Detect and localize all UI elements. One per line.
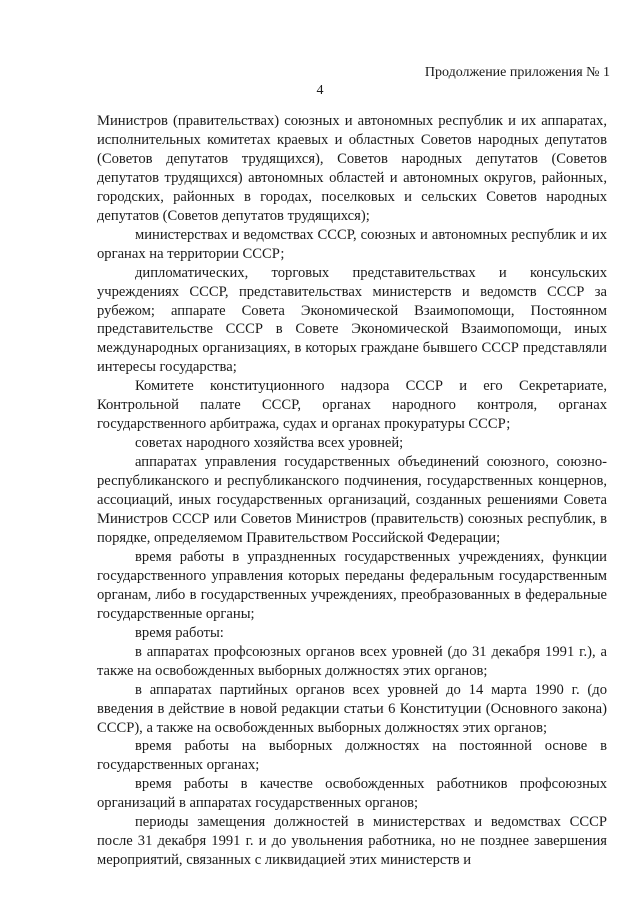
paragraph: время работы в упраздненных государственных учреждениях, функции государственного управления которых переданы федеральным государственным органам, либо в государственных учреждениях, преобразованных в федеральные государственные органы; — [97, 548, 607, 622]
paragraph: Комитете конституционного надзора СССР и его Секретариате, Контрольной палате СССР, органах народного контроля, органах государственного арбитража, судах и органах прокуратуры СССР; — [97, 378, 607, 433]
paragraph: аппаратах управления государственных объединений союзного, союзно-республиканского и республиканского подчинения, государственных концернов, ассоциаций, иных государственных организаций, созданных решениями Совета Министров СССР или Советов Министров (правительств) союзных республик, в порядке, определяемом Правительством Российской Федерации; — [97, 454, 607, 546]
page-number: 4 — [316, 83, 324, 98]
paragraph: Министров (правительствах) союзных и автономных республик и их аппаратах, исполнительных комитетах краевых и областных Советов народных депутатов (Советов депутатов трудящихся), Советов народных депутатов (Советов депутатов трудящихся) автономных областей и автономных округов, районных, городских, районных в городах, поселковых и сельских Советов народных депутатов (Советов депутатов трудящихся); — [97, 113, 607, 224]
paragraph: дипломатических, торговых представительствах и консульских учреждениях СССР, представительствах министерств и ведомств СССР за рубежом; аппарате Совета Экономической Взаимопомощи, Постоянном представительстве СССР в Совете Экономической Взаимопомощи, иных международных организациях, в которых граждане бывшего СССР представляли интересы государства; — [97, 264, 607, 376]
paragraph: периоды замещения должностей в министерствах и ведомствах СССР после 31 декабря 1991 г. и до увольнения работника, но не позднее завершения мероприятий, связанных с ликвидацией этих министерств и — [97, 814, 607, 869]
paragraph: время работы в качестве освобожденных работников профсоюзных организаций в аппаратах государственных органов; — [97, 776, 607, 812]
document-body — [97, 112, 607, 870]
paragraph: в аппаратах профсоюзных органов всех уровней (до 31 декабря 1991 г.), а также на освобожденных выборных должностях этих органов; — [97, 643, 607, 679]
paragraph: время работы: — [135, 624, 224, 641]
paragraph: в аппаратах партийных органов всех уровней до 14 марта 1990 г. (до введения в действие в новой редакции статьи 6 Конституции (Основного закона) СССР), а также на освобожденных выборных должностях этих органов; — [97, 681, 607, 736]
paragraph: министерствах и ведомствах СССР, союзных и автономных республик и их органах на территории СССР; — [97, 226, 607, 262]
paragraph: советах народного хозяйства всех уровней; — [135, 435, 404, 452]
appendix-continuation-label: Продолжение приложения № 1 — [424, 65, 610, 80]
paragraph: время работы на выборных должностях на постоянной основе в государственных органах; — [97, 738, 607, 774]
